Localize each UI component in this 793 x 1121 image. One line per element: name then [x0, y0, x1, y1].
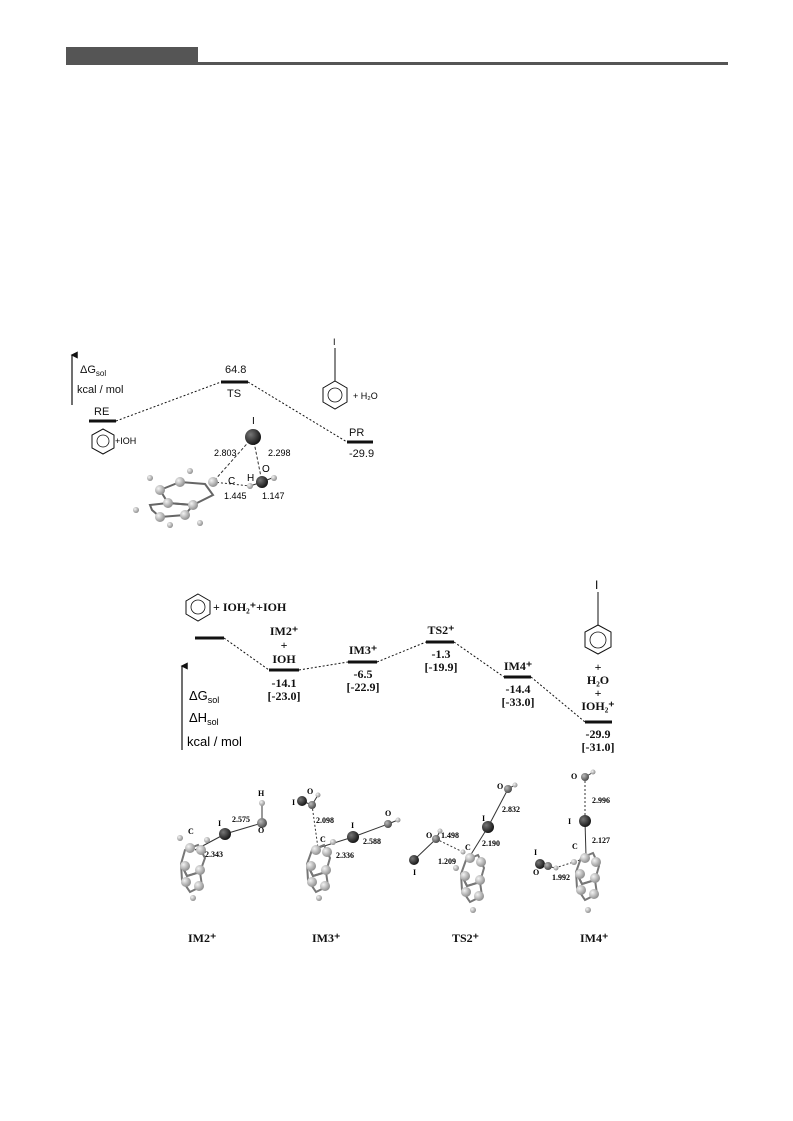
atom-label: C	[188, 827, 194, 836]
fig1-axis-unit: kcal / mol	[77, 384, 124, 396]
atom-label: O	[307, 787, 314, 796]
distance-label: 2.127	[592, 836, 610, 845]
distance-label: 2.575	[232, 815, 250, 824]
figure-2	[177, 578, 615, 945]
structure-im4	[533, 770, 610, 946]
fig2-level-name: IOH₂⁺	[581, 699, 615, 713]
fig2-level-name: IOH	[272, 652, 296, 666]
atom-label: O	[258, 826, 265, 835]
fig2-reactant-label: + IOH₂⁺+IOH	[213, 600, 287, 614]
fig2-level-h: [-22.9]	[346, 680, 380, 694]
distance-label: 1.992	[552, 873, 570, 882]
atom-label: I	[351, 821, 355, 830]
fig1-connector	[248, 382, 347, 442]
fig1-level-name: TS	[227, 388, 242, 400]
fig2-level-name: +	[594, 686, 602, 700]
iodobenzene-icon	[585, 625, 611, 654]
fig1-reactant-label: +IOH	[115, 436, 137, 446]
fig2-level-g: -1.3	[431, 647, 451, 661]
distance-label: 2.588	[363, 837, 381, 846]
fig2-level-name: H₂O	[586, 673, 610, 687]
distance-label: 2.298	[268, 448, 291, 458]
atom-label: C	[320, 835, 326, 844]
fig1-level-value: -29.9	[349, 448, 375, 460]
atom-label: O	[262, 464, 270, 475]
atom-label: O	[571, 772, 578, 781]
atom-label: O	[533, 868, 540, 877]
distance-label: 2.996	[592, 796, 610, 805]
atom-label: O	[385, 809, 392, 818]
fig1-ts-structure	[133, 416, 291, 528]
fig2-level-g: -14.1	[271, 676, 297, 690]
structure-im2	[177, 789, 267, 945]
benzene-icon	[92, 429, 114, 454]
atom-label: I	[292, 798, 296, 807]
fig2-level-g: -29.9	[585, 727, 611, 741]
distance-label: 1.209	[438, 857, 456, 866]
fig2-level-h: [-31.0]	[581, 740, 615, 754]
fig2-level-h: [-33.0]	[501, 695, 535, 709]
atom-label: O	[426, 831, 433, 840]
structure-ts2	[409, 782, 520, 945]
fig2-axis-dg: $\Delta G_{sol}$	[189, 688, 220, 705]
oxygen-atom	[256, 476, 268, 488]
fig1-level-name: RE	[94, 406, 110, 418]
atom-label: I	[218, 819, 222, 828]
distance-label: 2.803	[214, 448, 237, 458]
atom-label: H	[247, 473, 255, 484]
fig1-connector	[116, 382, 221, 421]
fig2-axis-unit: kcal / mol	[187, 734, 242, 749]
distance-label: 2.832	[502, 805, 520, 814]
fig2-product-atom: I	[595, 578, 599, 592]
atom-label: C	[572, 842, 578, 851]
iodine-atom	[245, 429, 261, 445]
atom-label: H	[258, 789, 265, 798]
distance-label: 2.343	[205, 850, 223, 859]
atom-label: C	[228, 476, 236, 487]
structure-im3	[292, 787, 401, 945]
fig2-level-g: -14.4	[505, 682, 531, 696]
structure-label: TS2⁺	[452, 931, 480, 945]
fig2-level-name: IM2⁺	[269, 624, 299, 638]
distance-label: 2.190	[482, 839, 500, 848]
structure-label: IM4⁺	[580, 931, 609, 945]
structure-label: IM2⁺	[188, 931, 217, 945]
distance-label: 1.147	[262, 491, 285, 501]
fig1-product-atom: I	[333, 337, 336, 347]
distance-label: 1.498	[441, 831, 459, 840]
fig1-axis-dg: $\Delta G_{sol}$	[80, 364, 107, 378]
fig2-level-name: IM3⁺	[348, 643, 378, 657]
structure-label: IM3⁺	[312, 931, 341, 945]
distance-label: 1.445	[224, 491, 247, 501]
atom-label: I	[252, 416, 255, 427]
fig2-level-h: [-19.9]	[424, 660, 458, 674]
fig2-level-name: IM4⁺	[503, 659, 533, 673]
fig2-axis-dh: $\Delta H_{sol}$	[189, 710, 219, 727]
fig2-level-name: +	[594, 660, 602, 674]
benzene-icon	[186, 594, 210, 621]
atom-label: I	[413, 868, 417, 877]
atom-label: O	[497, 782, 504, 791]
fig2-level-h: [-23.0]	[267, 689, 301, 703]
fig1-level-name: PR	[349, 427, 365, 439]
figure-1	[72, 337, 378, 528]
fig2-level-name: +	[280, 638, 288, 652]
fig2-level-g: -6.5	[353, 667, 373, 681]
distance-label: 2.336	[336, 851, 354, 860]
atom-label: I	[482, 814, 486, 823]
fig1-product-label: + H₂O	[353, 391, 378, 401]
distance-label: 2.098	[316, 816, 334, 825]
atom-label: C	[465, 843, 471, 852]
fig2-level-name: TS2⁺	[427, 623, 455, 637]
atom-label: I	[534, 848, 538, 857]
iodobenzene-icon	[323, 381, 347, 409]
atom-label: I	[568, 817, 572, 826]
fig1-level-value: 64.8	[225, 364, 247, 376]
